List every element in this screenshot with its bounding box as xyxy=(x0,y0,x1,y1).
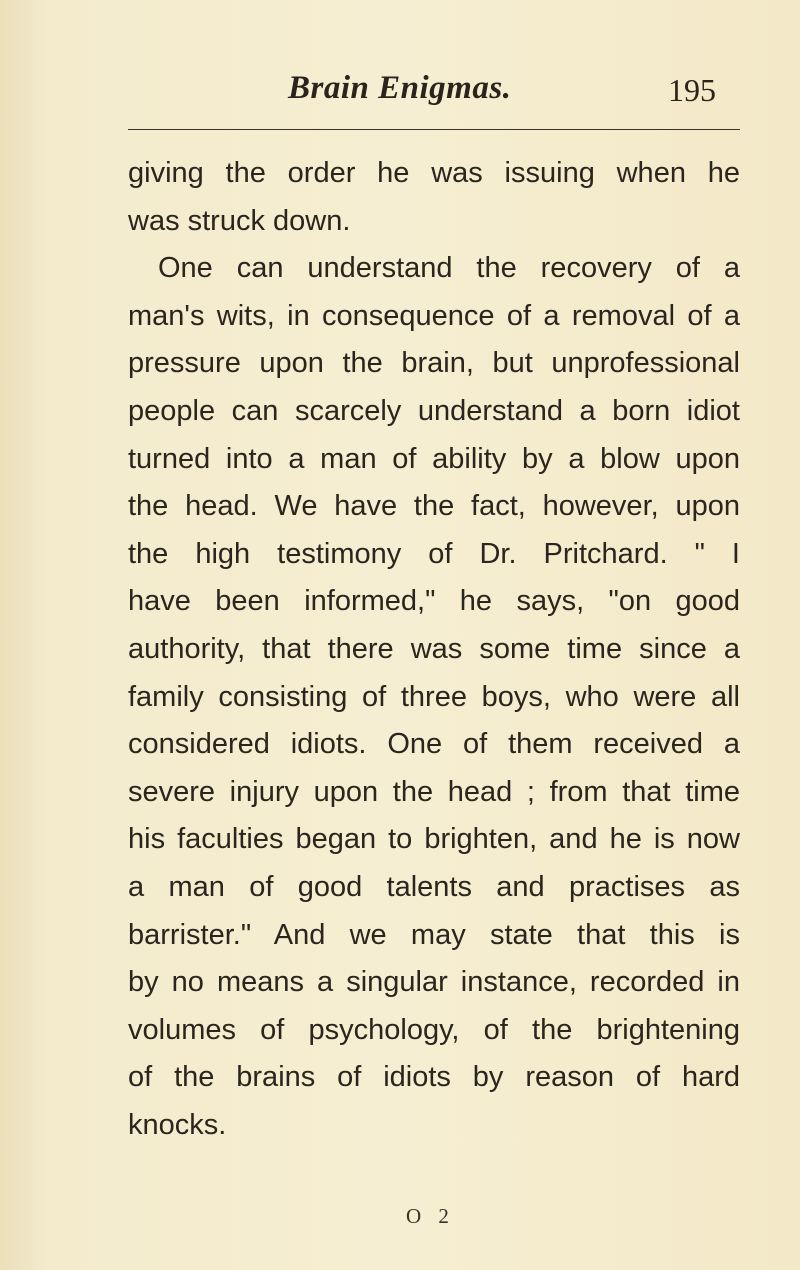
text-line: by no means a singular instance, recorded in xyxy=(128,966,740,999)
running-title: Brain Enigmas. xyxy=(288,70,512,106)
text-line: the high testimony of Dr. Pritchard. " I xyxy=(128,537,740,570)
text-line: severe injury upon the head ; from that time xyxy=(128,775,740,808)
text-line: was struck down. xyxy=(128,204,351,237)
text-line: his faculties began to brighten, and he is now xyxy=(128,823,740,856)
text-line: of the brains of idiots by reason of hard xyxy=(128,1061,740,1094)
text-line: have been informed," he says, "on good xyxy=(128,585,740,618)
text-line: One can understand the recovery of a xyxy=(158,252,740,285)
text-line: man's wits, in consequence of a removal of a xyxy=(128,299,740,332)
text-line: barrister." And we may state that this is xyxy=(128,918,740,951)
text-line: the head. We have the fact, however, upon xyxy=(128,490,740,523)
header-rule xyxy=(128,129,740,130)
text-line: considered idiots. One of them received a xyxy=(128,728,740,761)
text-line: family consisting of three boys, who were all xyxy=(128,680,740,713)
text-line: giving the order he was issuing when he xyxy=(128,157,740,189)
text-line: people can scarcely understand a born idiot xyxy=(128,394,740,427)
body-text xyxy=(128,150,740,1149)
text-line: authority, that there was some time since a xyxy=(128,632,740,665)
text-line: knocks. xyxy=(128,1108,227,1141)
page-header xyxy=(128,70,740,126)
text-line: turned into a man of ability by a blow upon xyxy=(128,442,740,475)
text-line: volumes of psychology, of the brightening xyxy=(128,1013,740,1046)
signature-mark: O 2 xyxy=(406,1204,455,1228)
text-line: a man of good talents and practises as xyxy=(128,870,740,903)
page-number: 195 xyxy=(668,72,716,108)
text-line: pressure upon the brain, but unprofessional xyxy=(128,347,740,380)
